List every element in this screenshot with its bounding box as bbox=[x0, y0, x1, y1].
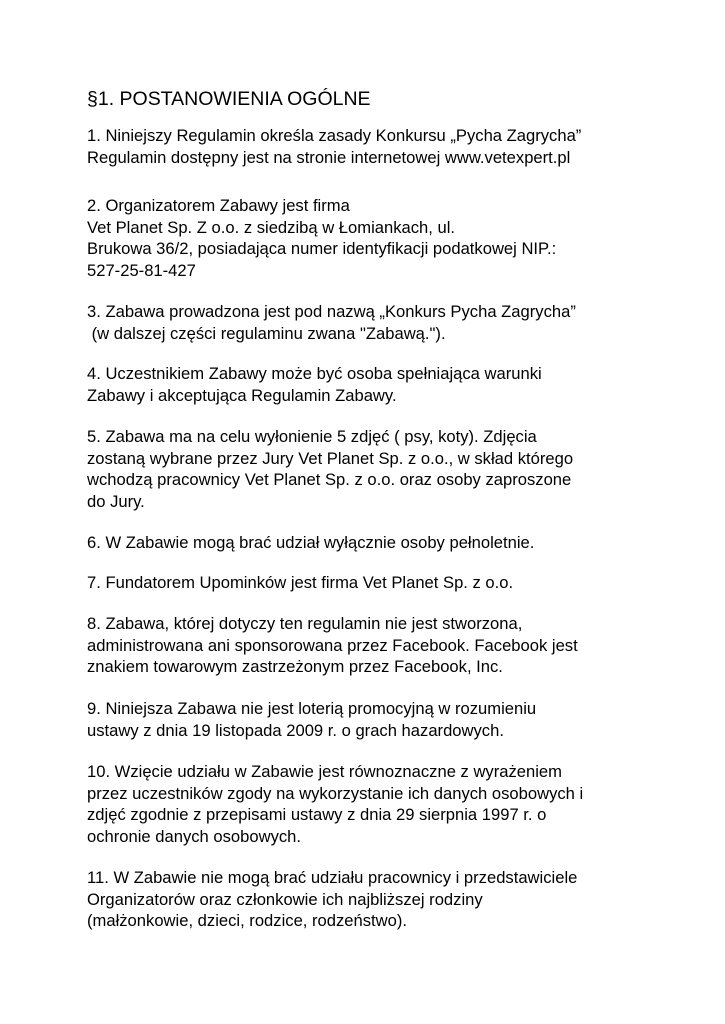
paragraph-5 bbox=[87, 426, 573, 512]
paragraph-line: zdjęć zgodnie z przepisami ustawy z dnia 29 sierpnia 1997 r. o bbox=[87, 805, 547, 824]
paragraph-line: 3. Zabawa prowadzona jest pod nazwą „Konkurs Pycha Zagrycha” bbox=[87, 302, 576, 321]
paragraph-2 bbox=[87, 195, 556, 281]
paragraph-line: 6. W Zabawie mogą brać udział wyłącznie osoby pełnoletnie. bbox=[87, 533, 535, 552]
paragraph-10 bbox=[87, 761, 583, 847]
paragraph-line: 7. Fundatorem Upominków jest firma Vet Planet Sp. z o.o. bbox=[87, 573, 514, 592]
paragraph-line: przez uczestników zgody na wykorzystanie ich danych osobowych i bbox=[87, 783, 584, 803]
paragraph-3 bbox=[87, 301, 576, 344]
paragraph-line: administrowana ani sponsorowana przez Facebook. Facebook jest bbox=[87, 635, 578, 655]
paragraph-line: 10. Wzięcie udziału w Zabawie jest równoznaczne z wyrażeniem bbox=[87, 762, 562, 781]
paragraph-line: ustawy z dnia 19 listopada 2009 r. o grach hazardowych. bbox=[87, 720, 504, 740]
paragraph-6 bbox=[87, 532, 534, 554]
paragraph-line: 4. Uczestnikiem Zabawy może być osoba spełniająca warunki bbox=[87, 364, 542, 383]
paragraph-4 bbox=[87, 363, 542, 406]
paragraph-line: 5. Zabawa ma na celu wyłonienie 5 zdjęć ( psy, koty). Zdjęcia bbox=[87, 427, 537, 446]
paragraph-8 bbox=[87, 613, 578, 678]
paragraph-line: 2. Organizatorem Zabawy jest firma bbox=[87, 196, 350, 215]
paragraph-line: Regulamin dostępny jest na stronie internetowej www.vetexpert.pl bbox=[87, 147, 571, 167]
paragraph-line: Zabawy i akceptująca Regulamin Zabawy. bbox=[87, 385, 397, 405]
paragraph-1 bbox=[87, 125, 581, 168]
paragraph-line: zostaną wybrane przez Jury Vet Planet Sp. z o.o., w skład którego bbox=[87, 448, 574, 468]
paragraph-line: (w dalszej części regulaminu zwana "Zabawą."). bbox=[87, 323, 446, 343]
paragraph-line: Organizatorów oraz członkowie ich najbliższej rodziny bbox=[87, 889, 483, 909]
paragraph-line: 11. W Zabawie nie mogą brać udziału pracownicy i przedstawiciele bbox=[87, 868, 578, 887]
section-heading: §1. POSTANOWIENIA OGÓLNE bbox=[87, 88, 371, 110]
paragraph-line: 1. Niniejszy Regulamin określa zasady Konkursu „Pycha Zagrycha” bbox=[87, 126, 582, 145]
paragraph-line: do Jury. bbox=[87, 491, 145, 511]
paragraph-line: 8. Zabawa, której dotyczy ten regulamin nie jest stworzona, bbox=[87, 614, 523, 633]
paragraph-line: Vet Planet Sp. Z o.o. z siedzibą w Łomiankach, ul. bbox=[87, 217, 456, 237]
paragraph-line: (małżonkowie, dzieci, rodzice, rodzeństwo). bbox=[87, 911, 408, 930]
paragraph-line: wchodzą pracownicy Vet Planet Sp. z o.o. oraz osoby zaproszone bbox=[87, 470, 572, 489]
paragraph-7 bbox=[87, 572, 513, 594]
paragraph-line: 527-25-81-427 bbox=[87, 260, 196, 280]
paragraph-line: 9. Niniejsza Zabawa nie jest loterią promocyjną w rozumieniu bbox=[87, 699, 537, 718]
paragraph-line: znakiem towarowym zastrzeżonym przez Facebook, Inc. bbox=[87, 657, 503, 676]
paragraph-11 bbox=[87, 867, 577, 932]
paragraph-9 bbox=[87, 698, 536, 741]
paragraph-line: Brukowa 36/2, posiadająca numer identyfikacji podatkowej NIP.: bbox=[87, 239, 557, 258]
paragraph-line: ochronie danych osobowych. bbox=[87, 826, 302, 846]
